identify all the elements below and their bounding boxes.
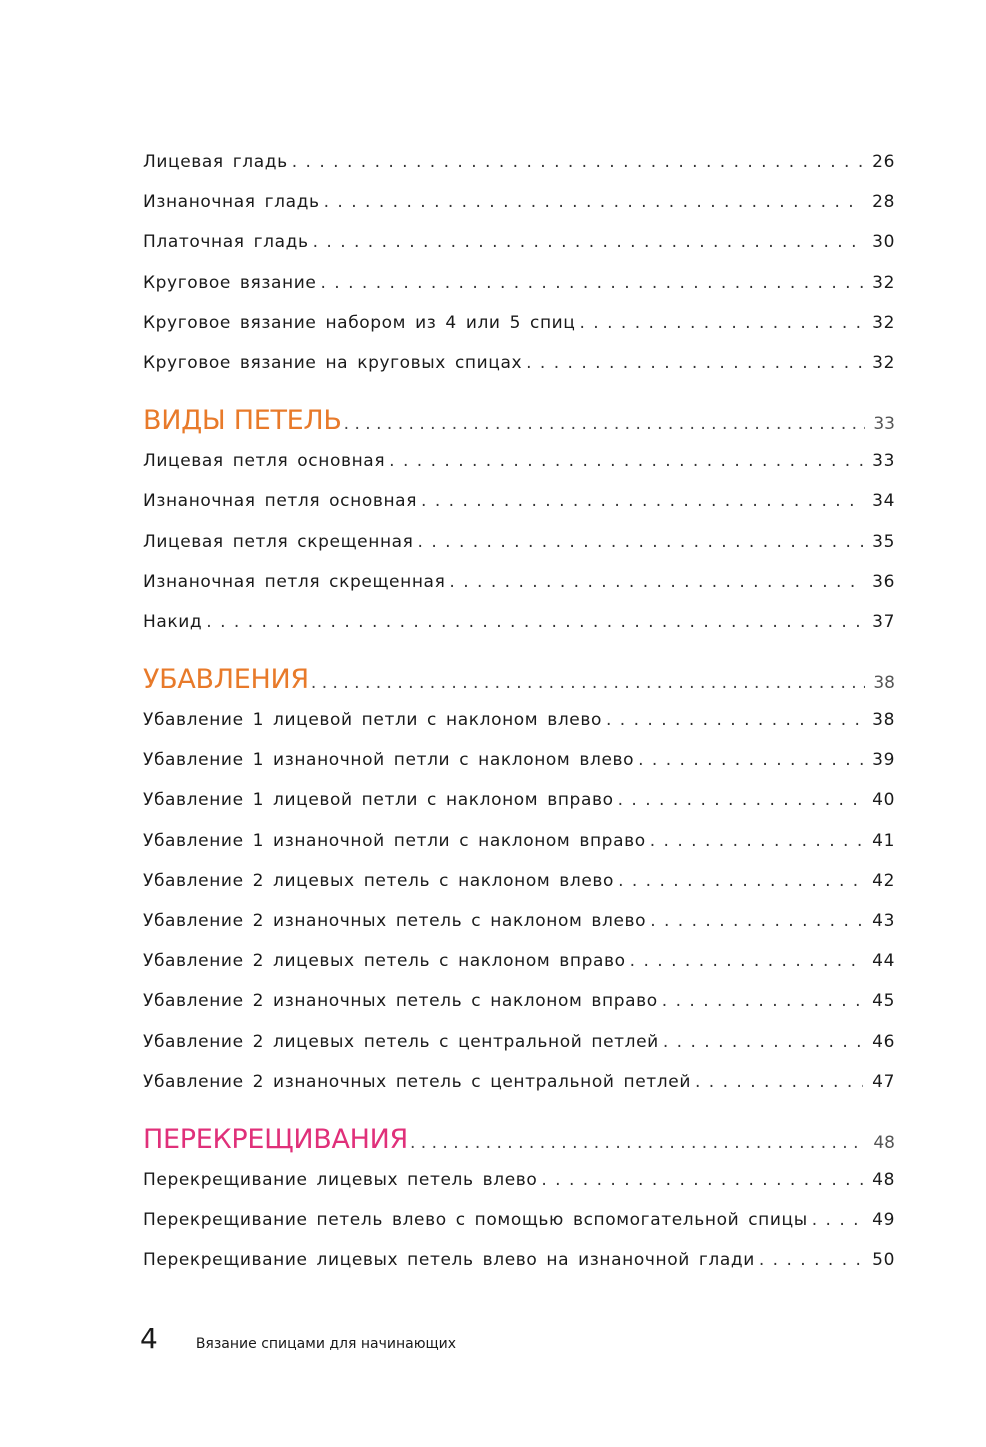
dot-leader xyxy=(449,572,863,592)
toc-entry-page: 45 xyxy=(872,991,895,1012)
toc-entry-page: 48 xyxy=(872,1169,895,1190)
dot-leader xyxy=(206,612,863,632)
section-title: ПЕРЕКРЕЩИВАНИЯ xyxy=(143,1123,408,1155)
toc-entry[interactable] xyxy=(143,1170,895,1210)
toc-entry[interactable] xyxy=(143,313,895,353)
dot-leader xyxy=(421,491,863,511)
toc-entry[interactable] xyxy=(143,831,895,871)
toc-entry-page: 34 xyxy=(872,491,895,512)
page-number: 4 xyxy=(140,1322,158,1355)
toc-entry-title: Убавление 2 изнаночных петель с наклоном влево xyxy=(143,911,647,931)
toc-entry-title: Перекрещивание лицевых петель влево на изнаночной глади xyxy=(143,1250,755,1271)
toc-entry[interactable] xyxy=(143,1210,895,1250)
toc-entry-title: Лицевая петля скрещенная xyxy=(143,531,414,552)
section-title: УБАВЛЕНИЯ xyxy=(143,664,309,696)
section-title: ВИДЫ ПЕТЕЛЬ xyxy=(143,405,342,437)
table-of-contents xyxy=(143,152,895,1291)
toc-entry-title: Убавление 1 изнаночной петли с наклоном влево xyxy=(143,750,635,771)
toc-entry-title: Платочная гладь xyxy=(143,232,309,253)
toc-entry-title: Убавление 1 лицевой петли с наклоном вправо xyxy=(143,790,614,811)
dot-leader xyxy=(344,414,866,434)
toc-entry[interactable] xyxy=(143,532,895,572)
toc-entry-page: 50 xyxy=(872,1250,895,1271)
dot-leader xyxy=(541,1170,863,1190)
dot-leader xyxy=(812,1210,863,1230)
toc-entry-page: 28 xyxy=(872,192,895,213)
toc-entry[interactable] xyxy=(143,491,895,531)
dot-leader xyxy=(630,951,863,971)
page-footer xyxy=(140,1322,456,1355)
toc-entry[interactable] xyxy=(143,451,895,491)
toc-entry-title: Перекрещивание лицевых петель влево xyxy=(143,1169,538,1190)
toc-entry-title: Круговое вязание на круговых спицах xyxy=(143,352,523,373)
dot-leader xyxy=(526,353,863,373)
toc-entry-page: 46 xyxy=(872,1031,895,1052)
toc-entry-page: 35 xyxy=(872,531,895,552)
toc-entry-title: Накид xyxy=(143,611,203,632)
toc-entry-page: 32 xyxy=(872,352,895,373)
toc-entry-page: 32 xyxy=(872,272,895,293)
dot-leader xyxy=(695,1072,863,1092)
toc-entry-page: 40 xyxy=(872,790,895,811)
toc-entry[interactable] xyxy=(143,353,895,393)
dot-leader xyxy=(410,1133,865,1153)
toc-entry-title: Изнаночная петля основная xyxy=(143,491,418,512)
toc-entry-title: Убавление 2 лицевых петель с наклоном вправо xyxy=(143,951,626,972)
dot-leader xyxy=(311,673,865,693)
toc-entry-page: 43 xyxy=(872,911,895,931)
dot-leader xyxy=(618,871,863,891)
toc-entry-page: 33 xyxy=(872,451,895,472)
toc-entry-title: Лицевая гладь xyxy=(143,152,288,172)
toc-entry[interactable] xyxy=(143,273,895,313)
dot-leader xyxy=(418,532,863,552)
dot-leader xyxy=(650,831,863,851)
dot-leader xyxy=(759,1250,863,1270)
toc-section-crossings[interactable] xyxy=(143,1112,895,1170)
dot-leader xyxy=(389,451,863,471)
toc-entry-page: 32 xyxy=(872,312,895,333)
toc-entry-page: 47 xyxy=(872,1071,895,1092)
toc-entry-title: Лицевая петля основная xyxy=(143,451,386,472)
dot-leader xyxy=(662,991,863,1011)
toc-entry[interactable] xyxy=(143,1032,895,1072)
toc-entry-page: 41 xyxy=(872,830,895,851)
toc-entry[interactable] xyxy=(143,1072,895,1112)
dot-leader xyxy=(606,710,863,730)
toc-entry[interactable] xyxy=(143,710,895,750)
toc-entry-page: 26 xyxy=(872,152,895,172)
dot-leader xyxy=(663,1032,863,1052)
toc-entry-title: Перекрещивание петель влево с помощью вспомогательной спицы xyxy=(143,1210,808,1231)
section-page: 33 xyxy=(873,414,895,435)
dot-leader xyxy=(324,192,863,212)
toc-entry-title: Изнаночная петля скрещенная xyxy=(143,571,446,592)
toc-section-decreases[interactable] xyxy=(143,652,895,710)
toc-entry-page: 49 xyxy=(872,1210,895,1231)
dot-leader xyxy=(292,152,863,172)
toc-entry[interactable] xyxy=(143,790,895,830)
dot-leader xyxy=(313,232,863,252)
dot-leader xyxy=(638,750,863,770)
toc-entry-page: 36 xyxy=(872,571,895,592)
toc-entry-page: 38 xyxy=(872,710,895,731)
toc-entry[interactable] xyxy=(143,612,895,652)
toc-entry-page: 30 xyxy=(872,232,895,253)
book-title: Вязание спицами для начинающих xyxy=(195,1336,457,1352)
toc-entry[interactable] xyxy=(143,750,895,790)
toc-entry[interactable] xyxy=(143,572,895,612)
toc-entry-page: 37 xyxy=(872,611,895,632)
dot-leader xyxy=(579,313,863,333)
toc-entry-title: Убавление 2 лицевых петель с центральной петлей xyxy=(143,1031,659,1052)
section-page: 48 xyxy=(873,1132,895,1153)
dot-leader xyxy=(320,273,863,293)
toc-entry-title: Убавление 2 изнаночных петель с центральной петлей xyxy=(143,1071,691,1092)
toc-entry-title: Убавление 2 изнаночных петель с наклоном вправо xyxy=(143,991,658,1012)
toc-entry[interactable] xyxy=(143,991,895,1031)
toc-section-loops[interactable] xyxy=(143,393,895,451)
toc-entry-page: 42 xyxy=(872,870,895,891)
toc-entry-title: Убавление 1 лицевой петли с наклоном влево xyxy=(143,710,602,731)
toc-entry-title: Круговое вязание xyxy=(143,272,317,293)
dot-leader xyxy=(618,790,863,810)
toc-entry[interactable] xyxy=(143,1250,895,1290)
toc-entry[interactable] xyxy=(143,192,895,232)
toc-entry-title: Изнаночная гладь xyxy=(143,192,320,213)
toc-entry[interactable] xyxy=(143,152,895,192)
toc-entry-page: 39 xyxy=(872,750,895,771)
toc-entry[interactable] xyxy=(143,871,895,911)
toc-entry[interactable] xyxy=(143,232,895,272)
toc-entry-title: Убавление 2 лицевых петель с наклоном влево xyxy=(143,870,615,891)
toc-entry[interactable] xyxy=(143,951,895,991)
toc-entry[interactable] xyxy=(143,911,895,951)
dot-leader xyxy=(650,911,863,931)
section-page: 38 xyxy=(873,673,895,694)
toc-entry-page: 44 xyxy=(872,951,895,972)
toc-entry-title: Убавление 1 изнаночной петли с наклоном вправо xyxy=(143,830,646,851)
toc-entry-title: Круговое вязание набором из 4 или 5 спиц xyxy=(143,312,576,333)
